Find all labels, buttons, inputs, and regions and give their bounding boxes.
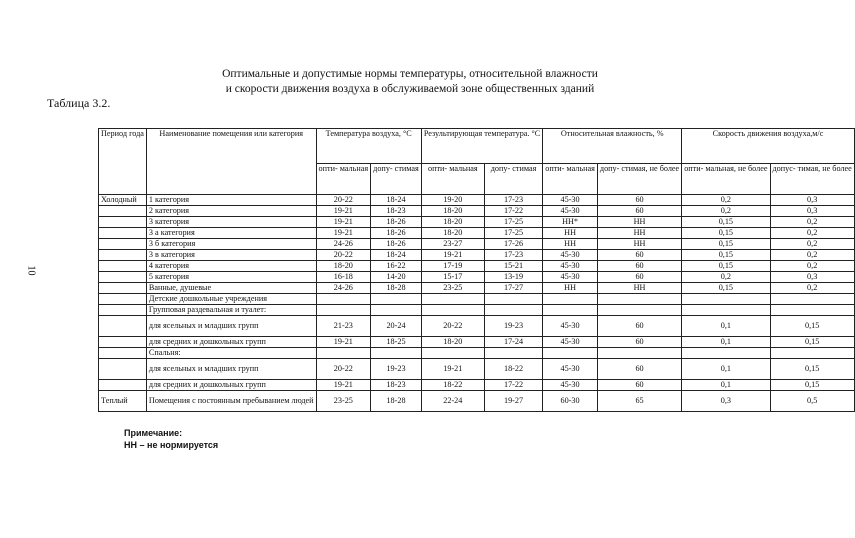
cell-value: 0,1	[682, 316, 770, 337]
cell-value: 19-21	[421, 250, 484, 261]
page-number: 10	[25, 265, 37, 276]
table-row	[99, 228, 855, 239]
cell-value: 0,1	[682, 359, 770, 380]
subheader-permissible: допу- стимая	[371, 164, 422, 195]
cell-value: НН	[543, 228, 598, 239]
cell-value: НН	[543, 283, 598, 294]
cell-value	[682, 348, 770, 359]
cell-value	[371, 348, 422, 359]
header-humidity: Относительная влажность, %	[543, 129, 682, 164]
cell-name: 5 категория	[146, 272, 316, 283]
cell-value: 19-27	[484, 391, 542, 412]
cell-name: Ванные, душевые	[146, 283, 316, 294]
table-row	[99, 217, 855, 228]
subheader-permissible-max: допус- тимая, не более	[770, 164, 854, 195]
cell-name: Групповая раздевальная и туалет:	[146, 305, 316, 316]
cell-name: для средних и дошкольных групп	[146, 380, 316, 391]
cell-name: 3 а категория	[146, 228, 316, 239]
cell-value	[421, 305, 484, 316]
cell-value: 17-25	[484, 217, 542, 228]
cell-name: 4 категория	[146, 261, 316, 272]
cell-value: 17-23	[484, 195, 542, 206]
cell-value: 20-22	[421, 316, 484, 337]
subheader-optimal: опти- мальная	[421, 164, 484, 195]
cell-name: 3 категория	[146, 217, 316, 228]
table-row	[99, 359, 855, 380]
cell-name: для средних и дошкольных групп	[146, 337, 316, 348]
cell-value: 19-21	[316, 337, 371, 348]
cell-value: 18-25	[371, 337, 422, 348]
cell-value: 18-20	[421, 206, 484, 217]
cell-value	[421, 348, 484, 359]
cell-value: 45-30	[543, 206, 598, 217]
cell-name: для ясельных и младших групп	[146, 359, 316, 380]
cell-period	[99, 283, 147, 294]
cell-value	[543, 305, 598, 316]
cell-value	[316, 305, 371, 316]
cell-value: 0,1	[682, 337, 770, 348]
cell-period	[99, 272, 147, 283]
cell-name: 1 категория	[146, 195, 316, 206]
cell-value: 18-24	[371, 250, 422, 261]
cell-value: 60	[597, 206, 681, 217]
cell-value	[597, 348, 681, 359]
cell-value: 0,2	[770, 217, 854, 228]
header-air-temp: Температура воздуха, °С	[316, 129, 421, 164]
cell-value: НН	[597, 283, 681, 294]
cell-value: 18-23	[371, 206, 422, 217]
cell-value: 16-18	[316, 272, 371, 283]
cell-value: НН*	[543, 217, 598, 228]
cell-value: 60	[597, 250, 681, 261]
cell-value: 45-30	[543, 380, 598, 391]
cell-value: 17-22	[484, 380, 542, 391]
cell-period	[99, 305, 147, 316]
cell-value: 18-28	[371, 391, 422, 412]
cell-value	[316, 294, 371, 305]
cell-value: 18-20	[421, 337, 484, 348]
cell-period	[99, 359, 147, 380]
cell-value: 60	[597, 359, 681, 380]
table-row	[99, 239, 855, 250]
table-row	[99, 348, 855, 359]
cell-value	[484, 348, 542, 359]
cell-value: 20-22	[316, 195, 371, 206]
cell-period	[99, 206, 147, 217]
cell-period	[99, 337, 147, 348]
cell-value: 23-25	[316, 391, 371, 412]
note-label: Примечание:	[124, 428, 183, 438]
cell-value: 17-27	[484, 283, 542, 294]
cell-value: 17-26	[484, 239, 542, 250]
cell-period: Теплый	[99, 391, 147, 412]
cell-value: 18-20	[421, 228, 484, 239]
cell-value: 0,3	[770, 272, 854, 283]
cell-value: 0,15	[682, 217, 770, 228]
cell-value: 60	[597, 272, 681, 283]
cell-value: 0,15	[770, 380, 854, 391]
cell-value: 18-22	[421, 380, 484, 391]
cell-period	[99, 239, 147, 250]
cell-value: 18-20	[421, 217, 484, 228]
cell-value: 20-22	[316, 359, 371, 380]
cell-value: 0,15	[682, 228, 770, 239]
subheader-optimal-max: опти- мальная, не более	[682, 164, 770, 195]
cell-value: 19-21	[421, 359, 484, 380]
cell-value: 18-20	[316, 261, 371, 272]
cell-value: 0,15	[682, 250, 770, 261]
cell-value: 23-25	[421, 283, 484, 294]
cell-value: 60	[597, 261, 681, 272]
cell-value: 18-22	[484, 359, 542, 380]
cell-value: 0,2	[682, 206, 770, 217]
cell-period: Холодный	[99, 195, 147, 206]
cell-value	[484, 294, 542, 305]
cell-value	[597, 294, 681, 305]
table-row	[99, 391, 855, 412]
cell-value: НН	[597, 217, 681, 228]
table-row	[99, 294, 855, 305]
cell-value: 0,15	[770, 337, 854, 348]
cell-value: 18-26	[371, 217, 422, 228]
table-row	[99, 272, 855, 283]
cell-value: 0,15	[682, 283, 770, 294]
cell-value: 0,3	[770, 195, 854, 206]
cell-name: Помещения с постоянным пребыванием людей	[146, 391, 316, 412]
table-row	[99, 316, 855, 337]
cell-value: 17-19	[421, 261, 484, 272]
cell-value: 18-26	[371, 228, 422, 239]
norms-table	[98, 128, 855, 412]
cell-value: 0,3	[770, 206, 854, 217]
cell-value: 0,2	[682, 272, 770, 283]
cell-value	[484, 305, 542, 316]
table-row	[99, 305, 855, 316]
table-row	[99, 380, 855, 391]
cell-value	[770, 294, 854, 305]
cell-value: 45-30	[543, 195, 598, 206]
subheader-permissible: допу- стимая	[484, 164, 542, 195]
cell-value: 17-23	[484, 250, 542, 261]
table-row	[99, 206, 855, 217]
cell-period	[99, 380, 147, 391]
document-title-line-1: Оптимальные и допустимые нормы температуры, относительной влажности	[222, 68, 598, 80]
cell-value	[682, 294, 770, 305]
cell-value	[543, 294, 598, 305]
cell-value: НН	[597, 228, 681, 239]
cell-name: 3 в категория	[146, 250, 316, 261]
cell-period	[99, 250, 147, 261]
cell-value: 17-25	[484, 228, 542, 239]
cell-value: 0,1	[682, 380, 770, 391]
cell-value: 45-30	[543, 250, 598, 261]
cell-value: 19-23	[484, 316, 542, 337]
cell-value: 0,5	[770, 391, 854, 412]
note-nn: НН – не нормируется	[124, 440, 219, 450]
table-label: Таблица 3.2.	[47, 96, 111, 110]
cell-value: 65	[597, 391, 681, 412]
cell-value	[770, 305, 854, 316]
cell-period	[99, 316, 147, 337]
table-row	[99, 250, 855, 261]
cell-value: 60	[597, 195, 681, 206]
cell-value: 15-21	[484, 261, 542, 272]
cell-value	[421, 294, 484, 305]
cell-value: 0,2	[770, 228, 854, 239]
table-row	[99, 261, 855, 272]
cell-name: 2 категория	[146, 206, 316, 217]
cell-value: 13-19	[484, 272, 542, 283]
document-title-line-2: и скорости движения воздуха в обслуживаемой зоне общественных зданий	[225, 83, 595, 95]
cell-value: 0,15	[770, 359, 854, 380]
header-name: Наименование помещения или категория	[146, 129, 316, 195]
cell-value: 18-24	[371, 195, 422, 206]
cell-period	[99, 294, 147, 305]
cell-value	[371, 305, 422, 316]
cell-value: 15-17	[421, 272, 484, 283]
cell-value	[316, 348, 371, 359]
cell-value: 0,2	[770, 283, 854, 294]
cell-value: 19-21	[316, 380, 371, 391]
table-row	[99, 195, 855, 206]
subheader-permissible-max: допу- стимая, не более	[597, 164, 681, 195]
cell-value: 0,2	[770, 261, 854, 272]
header-result-temp: Результирующая температура. °С	[421, 129, 542, 164]
table-row	[99, 337, 855, 348]
cell-value: 18-28	[371, 283, 422, 294]
cell-value: 45-30	[543, 316, 598, 337]
cell-period	[99, 217, 147, 228]
cell-value: 24-26	[316, 239, 371, 250]
cell-value: НН	[597, 239, 681, 250]
cell-value: 0,2	[770, 250, 854, 261]
cell-value	[597, 305, 681, 316]
cell-value: 18-26	[371, 239, 422, 250]
cell-value: 19-20	[421, 195, 484, 206]
cell-value	[543, 348, 598, 359]
cell-period	[99, 261, 147, 272]
cell-value	[682, 305, 770, 316]
table-body	[99, 195, 855, 412]
subheader-optimal: опти- мальная	[316, 164, 371, 195]
cell-value: 0,15	[770, 316, 854, 337]
cell-period	[99, 348, 147, 359]
header-speed: Скорость движения воздуха,м/с	[682, 129, 855, 164]
cell-value: 0,3	[682, 391, 770, 412]
cell-value: 17-22	[484, 206, 542, 217]
cell-value: 19-21	[316, 206, 371, 217]
cell-value: 60	[597, 316, 681, 337]
table-row	[99, 283, 855, 294]
cell-value: 20-24	[371, 316, 422, 337]
cell-value: 23-27	[421, 239, 484, 250]
cell-value: 22-24	[421, 391, 484, 412]
cell-value: 0,15	[682, 239, 770, 250]
cell-value: 45-30	[543, 359, 598, 380]
cell-name: Детские дошкольные учреждения	[146, 294, 316, 305]
cell-value: 21-23	[316, 316, 371, 337]
cell-value	[371, 294, 422, 305]
cell-value: 0,15	[682, 261, 770, 272]
cell-name: Спальня:	[146, 348, 316, 359]
cell-value: 16-22	[371, 261, 422, 272]
cell-value: 60	[597, 337, 681, 348]
subheader-optimal: опти- мальная	[543, 164, 598, 195]
cell-value: НН	[543, 239, 598, 250]
cell-value: 18-23	[371, 380, 422, 391]
cell-period	[99, 228, 147, 239]
cell-value: 24-26	[316, 283, 371, 294]
cell-name: для ясельных и младших групп	[146, 316, 316, 337]
cell-value: 45-30	[543, 337, 598, 348]
cell-value: 60-30	[543, 391, 598, 412]
cell-value: 14-20	[371, 272, 422, 283]
cell-value	[770, 348, 854, 359]
cell-value: 20-22	[316, 250, 371, 261]
cell-value: 19-23	[371, 359, 422, 380]
cell-value: 0,2	[682, 195, 770, 206]
cell-value: 0,2	[770, 239, 854, 250]
header-period: Период года	[99, 129, 147, 195]
cell-value: 19-21	[316, 228, 371, 239]
cell-value: 17-24	[484, 337, 542, 348]
cell-value: 19-21	[316, 217, 371, 228]
cell-value: 45-30	[543, 261, 598, 272]
cell-name: 3 б категория	[146, 239, 316, 250]
cell-value: 60	[597, 380, 681, 391]
cell-value: 45-30	[543, 272, 598, 283]
